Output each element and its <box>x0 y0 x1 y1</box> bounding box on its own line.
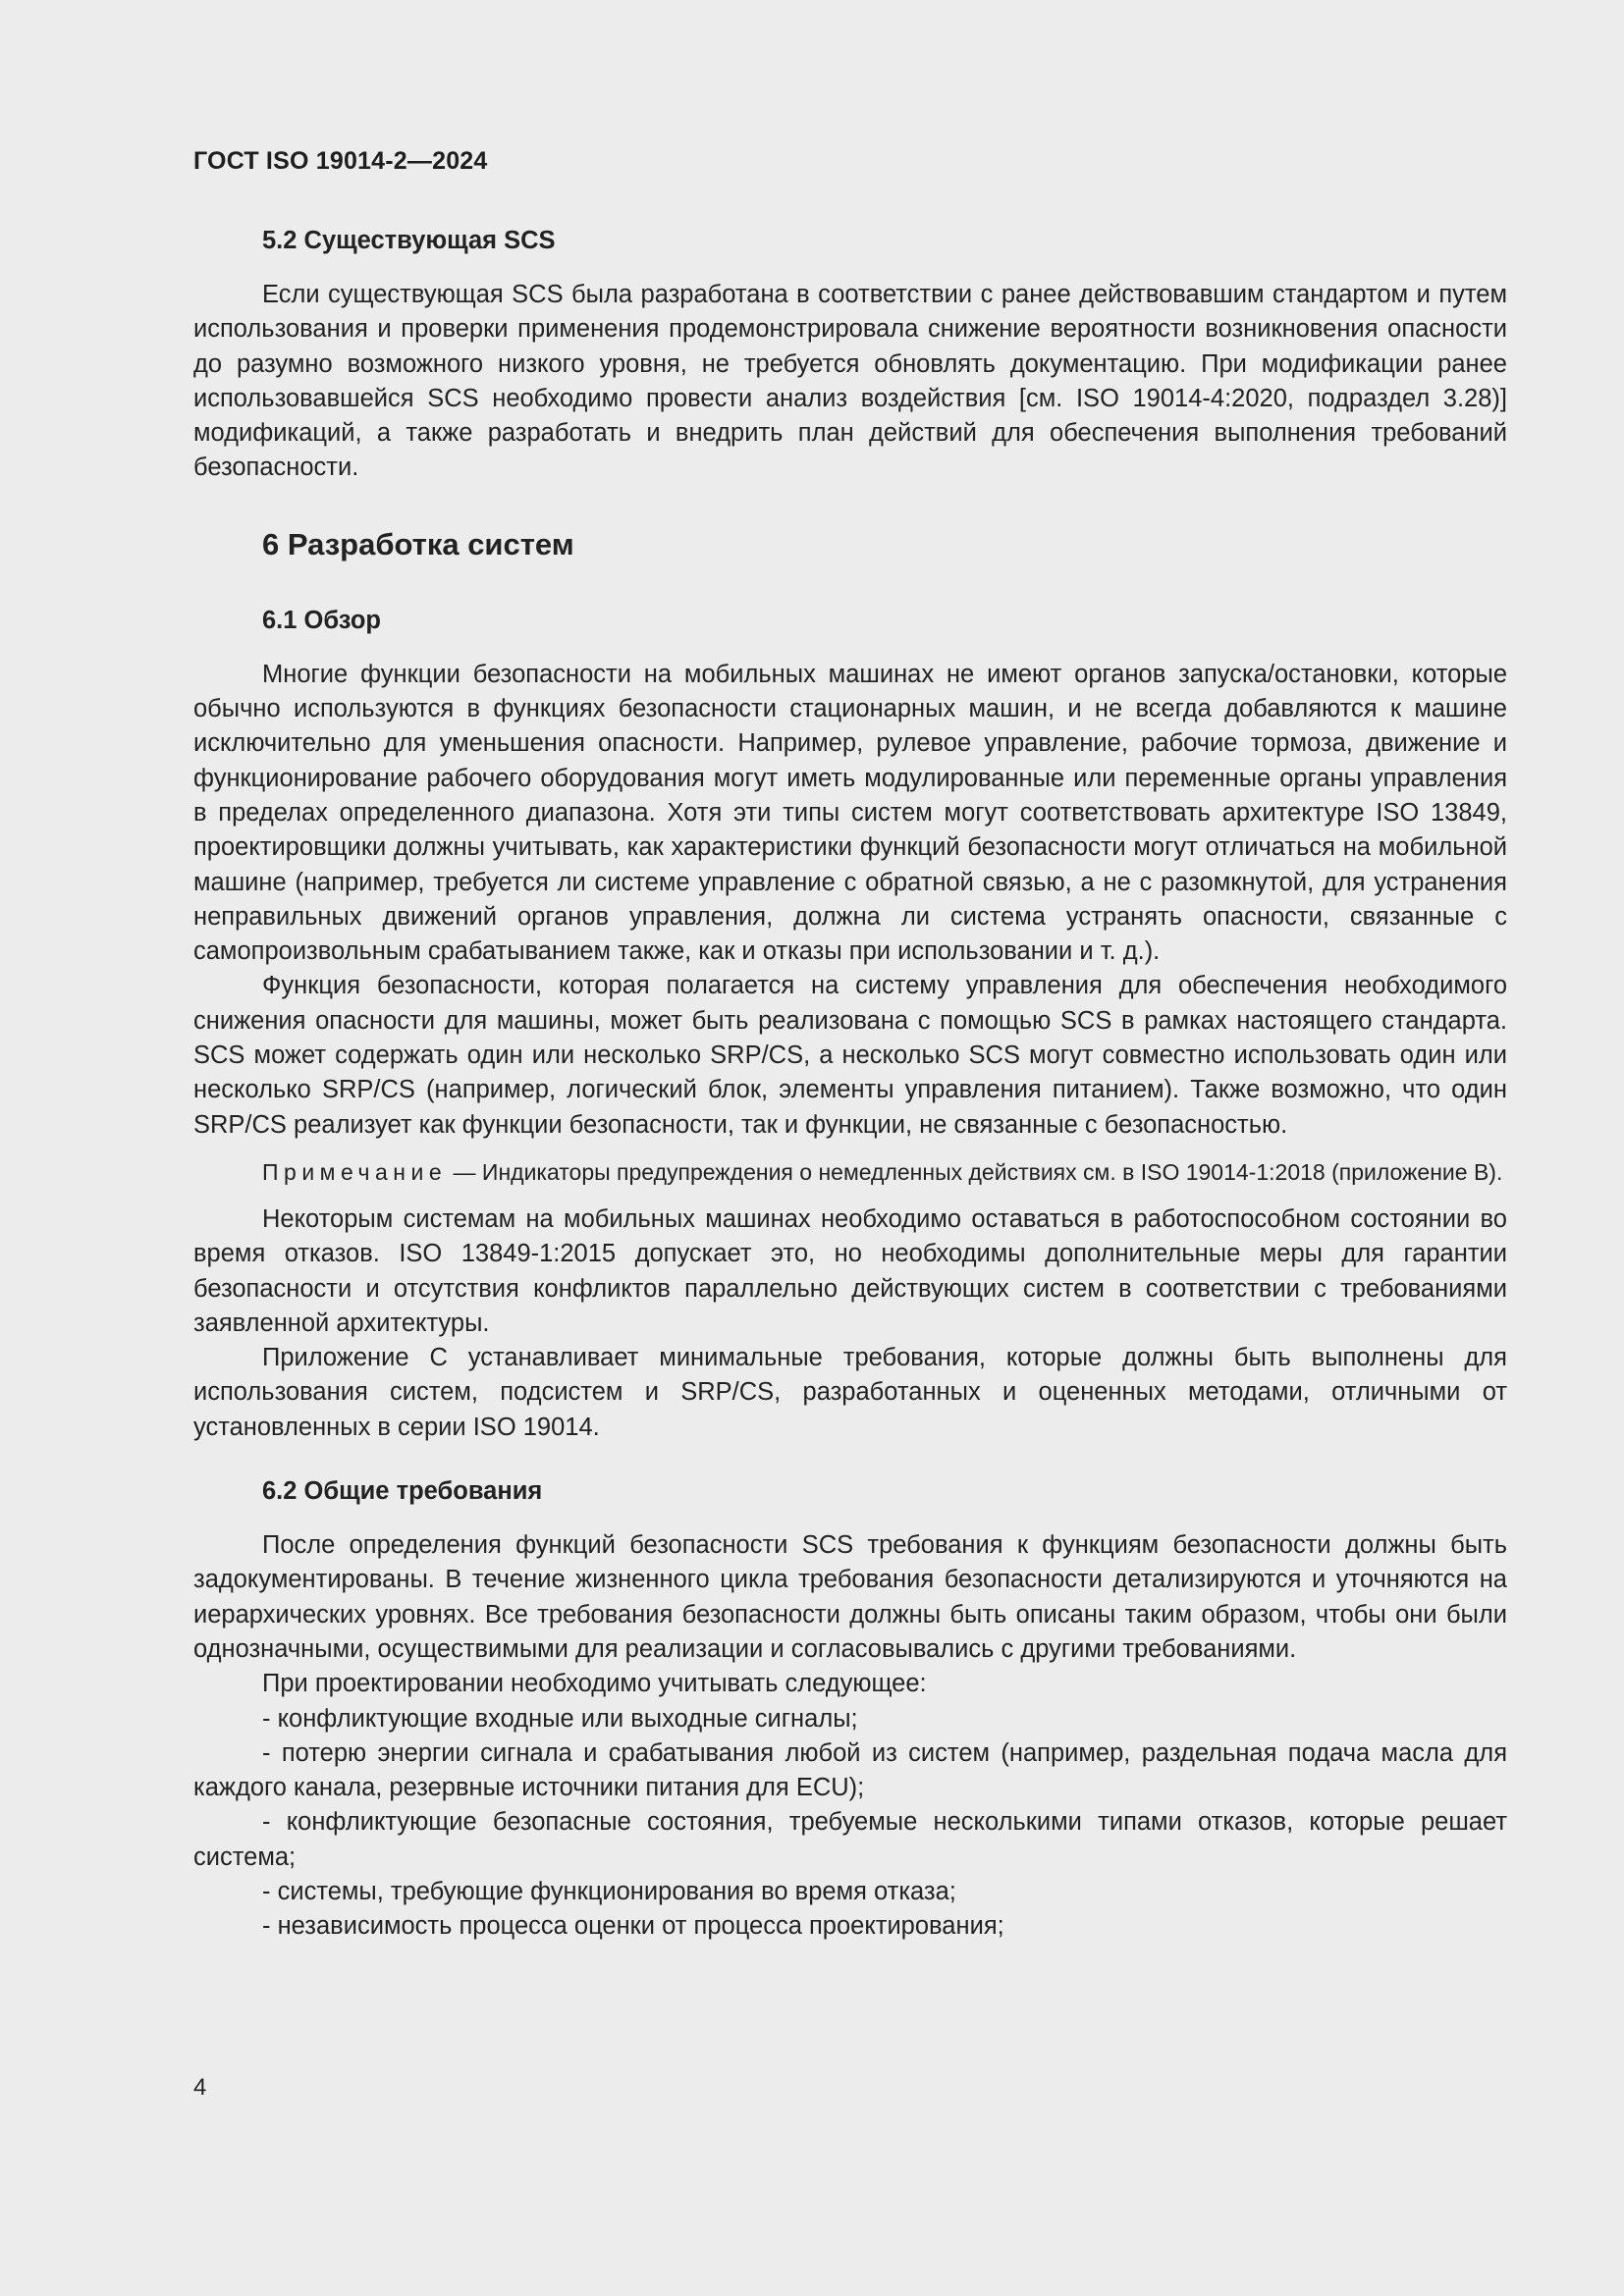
spacer <box>193 1509 1507 1528</box>
list-item: - конфликтующие безопасные состояния, требуемые несколькими типами отказов, которые решает система; <box>193 1808 1507 1871</box>
note-text: — Индикаторы предупреждения о немедленных действиях см. в ISO 19014-1:2018 (приложение В). <box>447 1158 1503 1185</box>
list-item: - потерю энергии сигнала и срабатывания любой из систем (например, раздельная подача масла для каждого канала, резервные источники питания для ECU); <box>193 1738 1507 1802</box>
heading-6-2: 6.2 Общие требования <box>262 1477 543 1506</box>
list-item: - конфликтующие входные или выходные сигналы; <box>262 1704 858 1733</box>
spacer <box>193 1189 1507 1202</box>
paragraph-6-1-3: Некоторым системам на мобильных машинах необходимо оставаться в работоспособном состоянии во время отказов. ISO 13849-1:2015 допускает это, но необходимы дополнительные меры для гарантии безопасности и отсутствия конфликтов параллельно действующих систем в соответствии с требованиями заявленной архитектуры. <box>193 1204 1507 1337</box>
list-item: - независимость процесса оценки от процесса проектирования; <box>262 1912 1004 1941</box>
list-item: - системы, требующие функционирования во время отказа; <box>262 1877 956 1905</box>
paragraph-6-1-1: Многие функции безопасности на мобильных машинах не имеют органов запуска/остановки, которые обычно используются в функциях безопасности стационарных машин, и не всегда добавляются к машине исключительно для уменьшения опасности. Например, рулевое управление, рабочие тормоза, движение и функционирование рабочего оборудования могут иметь модулированные или переменные органы управления в пределах определенного диапазона. Хотя эти типы систем могут соответствовать архитектуре ISO 13849, проектировщики должны учитывать, как характеристики функций безопасности могут отличаться на мобильной машине (например, требуется ли системе управление с обратной связью, а не с разомкнутой, для устранения неправильных движений органов управления, должна ли система устранять опасности, связанные с самопроизвольным срабатыванием также, как и отказы при использовании и т. д.). <box>193 660 1507 966</box>
spacer <box>193 564 1507 604</box>
spacer <box>193 486 1507 525</box>
spacer <box>193 258 1507 278</box>
note <box>193 1156 1507 1189</box>
paragraph-6-2-intro: При проектировании необходимо учитывать следующее: <box>262 1670 927 1698</box>
paragraph-6-2-1: После определения функций безопасности SCS требования к функциям безопасности должны быть задокументированы. В течение жизненного цикла требования безопасности детализируются и уточняются на иерархических уровнях. Все требования безопасности должны быть описаны таким образом, чтобы они были однозначными, осуществимыми для реализации и согласовывались с другими требованиями. <box>193 1531 1507 1663</box>
page-body <box>193 224 1507 1945</box>
note-label: Примечание <box>262 1158 448 1185</box>
spacer <box>193 1445 1507 1474</box>
heading-5-2: 5.2 Существующая SCS <box>262 227 556 254</box>
page-number: 4 <box>193 2074 207 2101</box>
paragraph-6-1-4: Приложение С устанавливает минимальные требования, которые должны быть выполнены для использования систем, подсистем и SRP/CS, разработанных и оцененных методами, отличными от установленных в серии ISO 19014. <box>193 1344 1507 1441</box>
paragraph-6-1-2: Функция безопасности, которая полагается на систему управления для обеспечения необходимого снижения опасности для машины, может быть реализована с помощью SCS в рамках настоящего стандарта. SCS может содержать один или несколько SRP/CS, а несколько SCS могут совместно использовать один или несколько SRP/CS (например, логический блок, элементы управления питанием). Также возможно, что один SRP/CS реализует как функции безопасности, так и функции, не связанные с безопасностью. <box>193 972 1507 1139</box>
heading-6: 6 Разработка систем <box>262 526 574 561</box>
spacer <box>193 1143 1507 1156</box>
paragraph-5-2: Если существующая SCS была разработана в соответствии с ранее действовавшим стандартом и путем использования и проверки применения продемонстрировала снижение вероятности возникновения опасности до разумно возможного низкого уровня, не требуется обновлять документацию. При модификации ранее использовавшейся SCS необходимо провести анализ воздействия [см. ISO 19014-4:2020, подраздел 3.28)] модификаций, а также разработать и внедрить план действий для обеспечения выполнения требований безопасности. <box>193 281 1507 482</box>
spacer <box>193 638 1507 658</box>
heading-6-1: 6.1 Обзор <box>262 606 381 634</box>
document-code-header: ГОСТ ISO 19014-2—2024 <box>193 147 488 175</box>
